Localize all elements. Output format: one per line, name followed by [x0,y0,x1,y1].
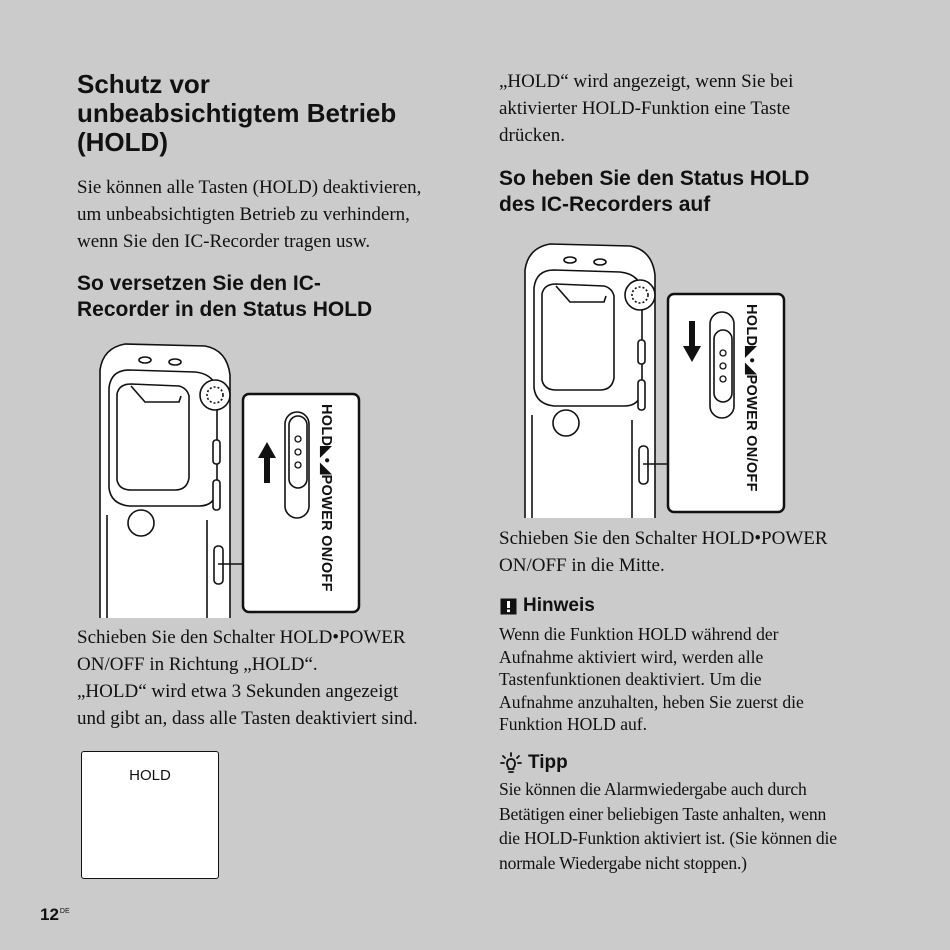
right-top-paragraph: „HOLD“ wird angezeigt, wenn Sie bei aktivierter HOLD-Funktion eine Taste drücken. [499,71,794,146]
note-heading: Hinweis [500,595,595,617]
note-text: Wenn die Funktion HOLD während der Aufnahme aktiviert wird, werden alle Tastenfunktionen deaktiviert. Um die Aufnahme anzuhalten, heben Sie zuerst die Funktion HOLD auf. [499,624,804,734]
switch-label: HOLD◣•◢POWER ON/OFF [318,404,334,592]
display-window [81,751,219,879]
lightbulb-icon [500,752,522,774]
page-number: 12DE [40,905,70,924]
tip-heading: Tipp [500,752,568,774]
recorder-release-illustration [520,240,790,518]
section2-text: Schieben Sie den Schalter HOLD•POWER ON/OFF in die Mitte. [499,528,828,576]
tip-text: Sie können die Alarmwiedergabe auch durch Betätigen einer beliebigen Taste anhalten, wenn die HOLD-Funktion aktiviert ist. (Sie können die normale Wiedergabe nicht stoppen.) [499,779,837,873]
section1-heading: So versetzen Sie den IC- Recorder in den Status HOLD [77,272,373,321]
warning-icon [500,598,517,615]
section1-text: Schieben Sie den Schalter HOLD•POWER ON/OFF in Richtung „HOLD“. „HOLD“ wird etwa 3 Sekunden angezeigt und gibt an, dass alle Tasten deaktiviert sind. [77,627,418,729]
recorder-hold-illustration [95,340,365,618]
section2-heading: So heben Sie den Status HOLD des IC-Recorders auf [499,167,810,216]
display-text: HOLD [129,767,171,784]
page-title: Schutz vor unbeabsichtigtem Betrieb (HOLD) [77,69,397,157]
switch-label: HOLD◣•◢POWER ON/OFF [743,304,759,492]
intro-paragraph: Sie können alle Tasten (HOLD) deaktivieren, um unbeabsichtigten Betrieb zu verhindern, wenn Sie den IC-Recorder tragen usw. [77,177,422,252]
